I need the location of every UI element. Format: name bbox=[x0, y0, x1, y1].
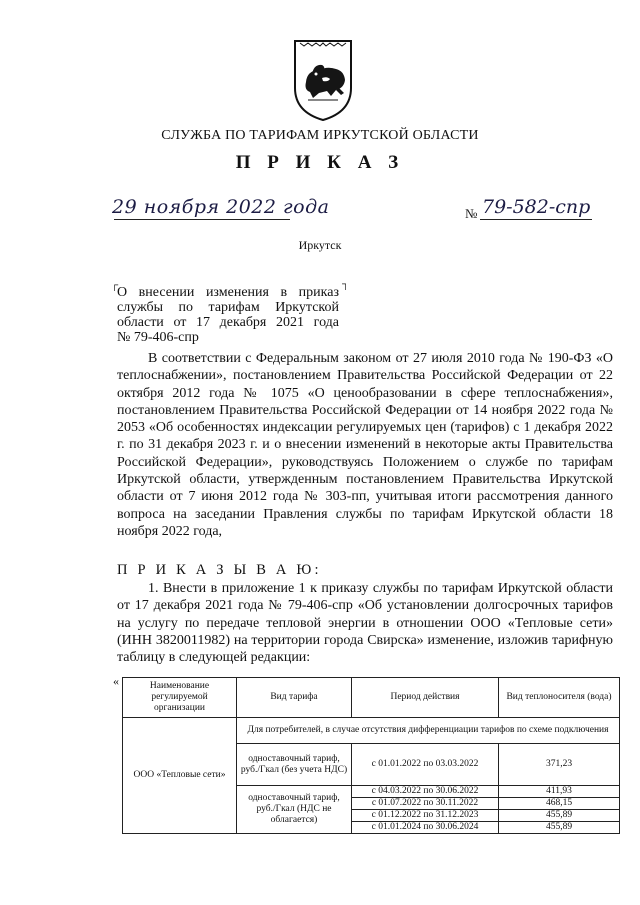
period-cell: с 01.12.2022 по 31.12.2023 bbox=[352, 810, 499, 822]
value-cell: 468,15 bbox=[499, 798, 620, 810]
date-underline bbox=[114, 219, 290, 220]
table-row bbox=[123, 718, 620, 744]
document-type-title: П Р И К А З bbox=[235, 152, 405, 173]
number-sign: № bbox=[465, 206, 478, 221]
value-cell: 411,93 bbox=[499, 786, 620, 798]
organization-cell: ООО «Тепловые сети» bbox=[123, 718, 237, 834]
coat-of-arms-emblem bbox=[292, 38, 354, 122]
header-tariff-type: Вид тарифа bbox=[237, 678, 352, 718]
preamble-paragraph: В соответствии с Федеральным законом от 27 июля 2010 года № 190-ФЗ «О теплоснабжении», постановлением Правительства Российской Федерации от 22 октября 2012 года № 1075 «О ценообразовании в сфере теплоснабжения», постановлением Правительства Российской Федерации от 14 ноября 2022 года № 2053 «Об особенностях индексации регулируемых цен (тарифов) с 1 декабря 2022 г. по 31 декабря 2023 г. и о внесении изменений в некоторые акты Правительства Российской Федерации», руководствуясь Положением о службе по тарифам Иркутской области, утвержденным постановлением Правительства Иркутской области от 7 июня 2012 года № 303-пп, учитывая итоги рассмотрения данного вопроса на заседании Правления службы по тарифам Иркутской области 18 ноября 2022 года, bbox=[117, 351, 613, 539]
city-name: Иркутск bbox=[298, 238, 342, 252]
agency-name: СЛУЖБА ПО ТАРИФАМ ИРКУТСКОЙ ОБЛАСТИ bbox=[161, 128, 479, 143]
subject-line: области от 17 декабря 2021 года bbox=[117, 315, 339, 330]
point-1-paragraph: 1. Внести в приложение 1 к приказу службы по тарифам Иркутской области от 17 декабря 2021 года № 79-406-спр «Об установлении долгосрочных тарифов на услугу по передаче тепловой энергии в отношении ООО «Тепловые сети» (ИНН 3820011982) на территории города Свирска» изменение, изложив тарифную таблицу в следующей редакции: bbox=[117, 581, 613, 666]
header-organization: Наименование регулируемой организации bbox=[123, 678, 237, 718]
period-cell: с 01.07.2022 по 30.11.2022 bbox=[352, 798, 499, 810]
subject-line: О внесении изменения в приказ bbox=[117, 285, 339, 300]
value-cell: 455,89 bbox=[499, 822, 620, 834]
header-period: Период действия bbox=[352, 678, 499, 718]
period-cell: с 01.01.2024 по 30.06.2024 bbox=[352, 822, 499, 834]
subject-bracket-left-icon: ┌ bbox=[111, 280, 119, 291]
table-header-row bbox=[123, 678, 620, 718]
subject-line: № 79-406-спр bbox=[117, 330, 199, 345]
tariff-type-cell: одноставочный тариф, руб./Гкал (НДС не облагается) bbox=[237, 786, 352, 834]
consumer-note-cell: Для потребителей, в случае отсутствия дифференциации тарифов по схеме подключения bbox=[237, 718, 620, 744]
value-cell: 455,89 bbox=[499, 810, 620, 822]
header-heat-carrier: Вид теплоносителя (вода) bbox=[499, 678, 620, 718]
subject-line: службы по тарифам Иркутской bbox=[117, 300, 339, 315]
tariff-type-cell: одноставочный тариф, руб./Гкал (без учета НДС) bbox=[237, 744, 352, 786]
tariff-table bbox=[122, 677, 620, 834]
handwritten-date: 29 ноября 2022 года bbox=[112, 196, 330, 218]
order-subject bbox=[117, 285, 339, 345]
value-cell: 371,23 bbox=[499, 744, 620, 786]
handwritten-order-number: 79-582-спр bbox=[482, 196, 591, 218]
subject-bracket-right-icon: ┐ bbox=[342, 279, 350, 290]
number-underline bbox=[480, 219, 592, 220]
period-cell: с 04.03.2022 по 30.06.2022 bbox=[352, 786, 499, 798]
period-cell: с 01.01.2022 по 03.03.2022 bbox=[352, 744, 499, 786]
table-opening-quote: « bbox=[113, 674, 119, 688]
decree-word: П Р И К А З Ы В А Ю: bbox=[117, 562, 322, 578]
